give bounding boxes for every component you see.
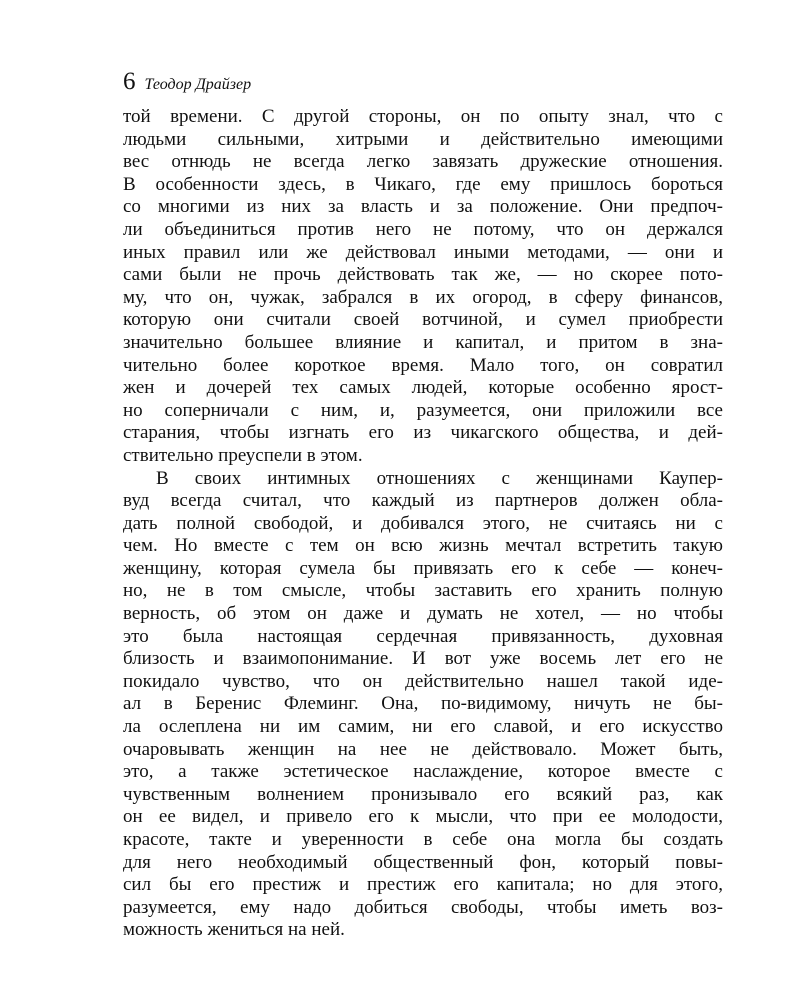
text-line: сил бы его престиж и престиж его капитала; но для этого, [123,874,723,896]
text-line: верность, об этом он даже и думать не хотел, — но чтобы [123,603,723,625]
text-line: старания, чтобы изгнать его из чикагского общества, и дей- [123,422,723,444]
text-line: людьми сильными, хитрыми и действительно имеющими [123,128,723,150]
text-line: покидало чувство, что он действительно нашел такой иде- [123,670,723,692]
text-line: красоте, такте и уверенности в себе она могла бы создать [123,829,723,850]
text-line: очаровывать женщин на нее не действовало. Может быть, [123,738,723,760]
text-line: со многими из них за власть и за положение. Они предпоч- [123,196,723,218]
text-line: чем. Но вместе с тем он всю жизнь мечтал встретить такую [123,535,723,557]
text-line: разумеется, ему надо добиться свободы, чтобы иметь воз- [123,896,723,918]
text-line: для него необходимый общественный фон, который повы- [123,851,723,873]
running-title: Теодор Драйзер [144,76,252,93]
text-line: но, не в том смысле, чтобы заставить его хранить полную [123,580,723,602]
page-number: 6 [123,68,136,95]
text-line: ал в Беренис Флеминг. Она, по-видимому, ничуть не бы- [123,693,723,715]
text-line: му, что он, чужак, забрался в их огород, в сферу финансов, [123,286,723,308]
text-line: женщину, которая сумела бы привязать его к себе — конеч- [123,557,723,579]
text-line: значительно большее влияние и капитал, и притом в зна- [123,331,723,353]
text-line: сами были не прочь действовать так же, — но скорее пото- [123,264,723,286]
text-line: вуд всегда считал, что каждый из партнеров должен обла- [123,490,723,512]
text-line: той времени. С другой стороны, он по опыту знал, что с [123,106,723,127]
text-line: чувственным волнением пронизывало его всякий раз, как [123,783,723,805]
text-line: ствительно преуспели в этом. [123,444,363,466]
text-line: это была настоящая сердечная привязанность, духовная [123,625,723,647]
text-line: но соперничали с ним, и, разумеется, они приложили все [123,399,723,421]
text-line: В своих интимных отношениях с женщинами Каупер- [156,467,723,489]
text-line: ли объединиться против него не потому, что он держался [123,218,723,240]
text-line: которую они считали своей вотчиной, и сумел приобрести [123,309,723,331]
text-line: вес отнюдь не всегда легко завязать дружеские отношения. [123,151,723,173]
text-line: В особенности здесь, в Чикаго, где ему пришлось бороться [123,173,723,195]
text-line: это, а также эстетическое наслаждение, которое вместе с [123,761,723,783]
page-header [123,68,723,98]
text-line: иных правил или же действовал иными методами, — они и [123,241,723,263]
book-page [123,68,723,942]
text-line: дать полной свободой, и добивался этого, не считаясь ни с [123,512,723,534]
body-text [123,106,723,942]
text-line: можность жениться на ней. [123,919,345,941]
text-line: жен и дочерей тех самых людей, которые особенно ярост- [123,377,723,399]
text-line: ла ослеплена ни им самим, ни его славой, и его искусство [123,716,723,738]
text-line: чительно более короткое время. Мало того, он совратил [123,354,723,376]
text-line: близость и взаимопонимание. И вот уже восемь лет его не [123,648,723,670]
text-line: он ее видел, и привело его к мысли, что при ее молодости, [123,806,723,828]
